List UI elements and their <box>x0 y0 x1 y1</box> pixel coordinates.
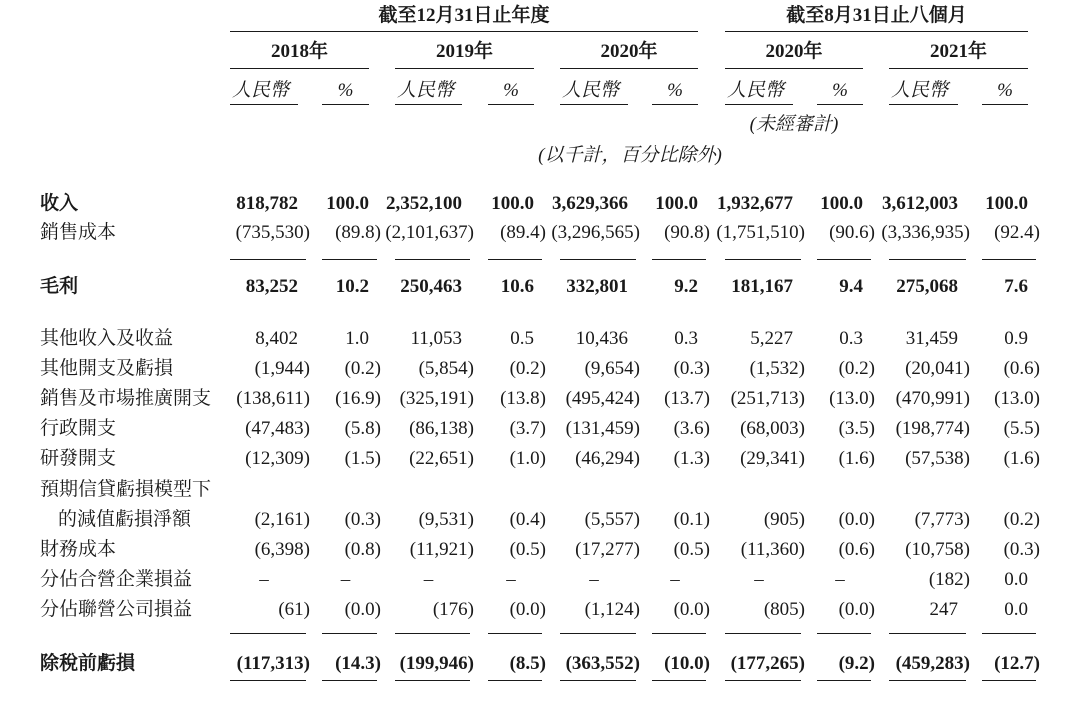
percent-cell: (1.6) <box>838 448 875 469</box>
amount-cell: 8,402 <box>255 328 298 349</box>
row-label: 財務成本 <box>40 539 117 560</box>
percent-cell: (0.3) <box>344 509 381 530</box>
year-header: 2019年 <box>435 41 493 62</box>
amount-cell: (176) <box>432 599 474 620</box>
percent-cell: (0.6) <box>1003 358 1040 379</box>
amount-cell: (20,041) <box>905 358 970 379</box>
amount-cell: 818,782 <box>236 193 298 214</box>
subtotal-rule <box>889 259 966 260</box>
row-label: 其他開支及虧損 <box>40 358 174 379</box>
column-header-underline <box>889 104 958 105</box>
percent-cell: (1.0) <box>509 448 546 469</box>
subtotal-rule <box>488 259 542 260</box>
amount-cell: – <box>589 569 599 590</box>
year-header: 2020年 <box>600 41 658 62</box>
amount-cell: 332,801 <box>566 276 628 297</box>
subtotal-rule <box>725 259 801 260</box>
percent-cell: 0.0 <box>1004 599 1028 620</box>
percent-column-header: % <box>832 80 848 101</box>
percent-cell: (5.8) <box>344 418 381 439</box>
percent-cell: (10.0) <box>664 653 710 674</box>
subtotal-rule <box>652 259 706 260</box>
percent-cell: (3.6) <box>673 418 710 439</box>
column-header-underline <box>322 104 369 105</box>
amount-cell: (10,758) <box>905 539 970 560</box>
percent-cell: (1.6) <box>1003 448 1040 469</box>
year-header: 2021年 <box>929 41 987 62</box>
percent-cell: 100.0 <box>985 193 1028 214</box>
percent-cell: 7.6 <box>1004 276 1028 297</box>
amount-cell: 275,068 <box>896 276 958 297</box>
percent-cell: – <box>506 569 516 590</box>
percent-cell: (1.5) <box>344 448 381 469</box>
total-double-rule <box>652 680 706 681</box>
column-header-underline <box>395 104 462 105</box>
amount-cell: (9,531) <box>418 509 474 530</box>
percent-cell: (13.0) <box>829 388 875 409</box>
amount-cell: (182) <box>928 569 970 590</box>
amount-cell: – <box>754 569 764 590</box>
total-rule <box>395 633 470 634</box>
percent-cell: (0.0) <box>838 509 875 530</box>
subtotal-rule <box>322 259 377 260</box>
amount-cell: 31,459 <box>905 328 958 349</box>
percent-cell: (0.2) <box>838 358 875 379</box>
column-header-underline <box>488 104 534 105</box>
percent-cell: (0.6) <box>838 539 875 560</box>
amount-cell: (11,360) <box>740 539 805 560</box>
amount-cell: (46,294) <box>575 448 640 469</box>
amount-cell: (805) <box>763 599 805 620</box>
amount-cell: (905) <box>763 509 805 530</box>
period-underline-year-end <box>230 31 698 32</box>
amount-cell: 2,352,100 <box>386 193 462 214</box>
amount-cell: (9,654) <box>584 358 640 379</box>
percent-cell: (0.8) <box>344 539 381 560</box>
percent-cell: (0.1) <box>673 509 710 530</box>
amount-cell: 1,932,677 <box>717 193 793 214</box>
total-double-rule <box>560 680 636 681</box>
amount-cell: (2,101,637) <box>385 222 474 243</box>
percent-cell: (0.0) <box>838 599 875 620</box>
percent-cell: (3.5) <box>838 418 875 439</box>
amount-cell: (470,991) <box>895 388 970 409</box>
subtotal-rule <box>817 259 871 260</box>
row-label: 毛利 <box>40 276 79 297</box>
amount-cell: (459,283) <box>895 653 970 674</box>
amount-cell: (61) <box>278 599 310 620</box>
column-header-underline <box>560 104 628 105</box>
amount-cell: 83,252 <box>245 276 298 297</box>
amount-cell: (6,398) <box>254 539 310 560</box>
total-rule <box>230 633 306 634</box>
total-rule <box>725 633 801 634</box>
amount-cell: (138,611) <box>236 388 310 409</box>
amount-cell: (3,296,565) <box>551 222 640 243</box>
percent-cell: (0.0) <box>509 599 546 620</box>
total-double-rule <box>889 680 966 681</box>
amount-cell: 3,629,366 <box>552 193 628 214</box>
percent-cell: (3.7) <box>509 418 546 439</box>
percent-cell: 10.2 <box>335 276 369 297</box>
amount-cell: (325,191) <box>399 388 474 409</box>
amount-cell: (117,313) <box>236 653 310 674</box>
amount-cell: (1,532) <box>749 358 805 379</box>
percent-cell: 9.2 <box>674 276 698 297</box>
year-header: 2018年 <box>270 41 328 62</box>
percent-cell: 0.3 <box>674 328 698 349</box>
amount-cell: (1,751,510) <box>716 222 805 243</box>
column-header-underline <box>982 104 1028 105</box>
percent-cell: (0.5) <box>673 539 710 560</box>
percent-cell: 100.0 <box>820 193 863 214</box>
amount-cell: (363,552) <box>565 653 640 674</box>
percent-cell: 100.0 <box>655 193 698 214</box>
row-label: 的減值虧損淨額 <box>58 509 192 530</box>
year-header: 2020年 <box>765 41 823 62</box>
total-rule <box>982 633 1036 634</box>
amount-cell: (177,265) <box>730 653 805 674</box>
year-underline <box>395 68 534 69</box>
percent-cell: (0.5) <box>509 539 546 560</box>
percent-cell: (1.3) <box>673 448 710 469</box>
percent-cell: (16.9) <box>335 388 381 409</box>
amount-cell: (57,538) <box>905 448 970 469</box>
percent-cell: – <box>340 569 351 590</box>
total-double-rule <box>322 680 377 681</box>
amount-cell: (1,124) <box>584 599 640 620</box>
amount-cell: (7,773) <box>914 509 970 530</box>
row-label: 研發開支 <box>40 448 117 469</box>
percent-cell: (0.3) <box>673 358 710 379</box>
subtotal-rule <box>560 259 636 260</box>
row-label: 銷售成本 <box>40 222 117 243</box>
amount-cell: (5,854) <box>418 358 474 379</box>
percent-cell: (12.7) <box>994 653 1040 674</box>
amount-cell: (22,651) <box>409 448 474 469</box>
period-header-eight-months: 截至8月31日止八個月 <box>786 5 967 26</box>
total-rule <box>322 633 377 634</box>
row-label: 其他收入及收益 <box>40 328 174 349</box>
row-label: 銷售及市場推廣開支 <box>40 388 212 409</box>
percent-cell: 1.0 <box>345 328 369 349</box>
percent-cell: 10.6 <box>500 276 534 297</box>
amount-cell: (199,946) <box>399 653 474 674</box>
amount-cell: 250,463 <box>400 276 462 297</box>
percent-cell: (0.2) <box>1003 509 1040 530</box>
total-double-rule <box>725 680 801 681</box>
percent-cell: (90.8) <box>664 222 710 243</box>
amount-cell: – <box>259 569 269 590</box>
total-double-rule <box>982 680 1036 681</box>
percent-cell: (0.2) <box>344 358 381 379</box>
percent-cell: (0.0) <box>344 599 381 620</box>
column-header-underline <box>725 104 793 105</box>
percent-cell: (89.8) <box>335 222 381 243</box>
unit-note: (以千計，百分比除外) <box>538 145 722 166</box>
percent-cell: 100.0 <box>491 193 534 214</box>
amount-cell: (2,161) <box>254 509 310 530</box>
currency-column-header: 人民幣 <box>727 80 785 101</box>
amount-cell: (12,309) <box>245 448 310 469</box>
percent-cell: 0.5 <box>510 328 534 349</box>
subtotal-rule <box>395 259 470 260</box>
percent-column-header: % <box>997 80 1013 101</box>
percent-cell: (5.5) <box>1003 418 1040 439</box>
amount-cell: (735,530) <box>235 222 310 243</box>
amount-cell: (17,277) <box>575 539 640 560</box>
unaudited-note: (未經審計) <box>749 114 839 135</box>
total-rule <box>652 633 706 634</box>
amount-cell: 10,436 <box>575 328 628 349</box>
percent-cell: (8.5) <box>509 653 546 674</box>
total-double-rule <box>395 680 470 681</box>
total-rule <box>488 633 542 634</box>
amount-cell: (131,459) <box>565 418 640 439</box>
row-label: 預期信貸虧損模型下 <box>40 479 212 500</box>
amount-cell: 247 <box>929 599 958 620</box>
amount-cell: – <box>423 569 434 590</box>
amount-cell: (495,424) <box>565 388 640 409</box>
currency-column-header: 人民幣 <box>232 80 290 101</box>
percent-column-header: % <box>503 80 519 101</box>
percent-cell: (89.4) <box>500 222 546 243</box>
total-double-rule <box>230 680 306 681</box>
column-header-underline <box>652 104 698 105</box>
row-label: 除稅前虧損 <box>40 653 136 674</box>
total-rule <box>817 633 871 634</box>
percent-column-header: % <box>667 80 683 101</box>
total-rule <box>560 633 636 634</box>
percent-cell: (92.4) <box>994 222 1040 243</box>
percent-cell: (0.4) <box>509 509 546 530</box>
percent-cell: 0.9 <box>1004 328 1028 349</box>
percent-cell: (9.2) <box>838 653 875 674</box>
subtotal-rule <box>230 259 306 260</box>
row-label: 收入 <box>40 193 79 214</box>
subtotal-rule <box>982 259 1036 260</box>
amount-cell: (68,003) <box>740 418 805 439</box>
percent-cell: – <box>835 569 845 590</box>
amount-cell: (3,336,935) <box>881 222 970 243</box>
year-underline <box>230 68 369 69</box>
period-underline-eight-months <box>725 31 1028 32</box>
currency-column-header: 人民幣 <box>891 80 949 101</box>
year-underline <box>560 68 698 69</box>
year-underline <box>725 68 863 69</box>
percent-cell: (0.2) <box>509 358 546 379</box>
row-label: 行政開支 <box>40 418 117 439</box>
amount-cell: 3,612,003 <box>882 193 958 214</box>
amount-cell: 5,227 <box>750 328 793 349</box>
period-header-year-end: 截至12月31日止年度 <box>378 5 550 26</box>
percent-cell: (13.0) <box>994 388 1040 409</box>
year-underline <box>889 68 1028 69</box>
percent-cell: 0.0 <box>1004 569 1028 590</box>
column-header-underline <box>230 104 298 105</box>
percent-cell: 100.0 <box>326 193 369 214</box>
amount-cell: (251,713) <box>730 388 805 409</box>
amount-cell: 11,053 <box>410 328 462 349</box>
percent-cell: (13.8) <box>500 388 546 409</box>
percent-cell: (90.6) <box>829 222 875 243</box>
amount-cell: (5,557) <box>584 509 640 530</box>
currency-column-header: 人民幣 <box>562 80 620 101</box>
percent-cell: (0.0) <box>673 599 710 620</box>
row-label: 分佔合營企業損益 <box>40 569 193 590</box>
total-double-rule <box>488 680 542 681</box>
percent-cell: (14.3) <box>335 653 381 674</box>
amount-cell: (11,921) <box>409 539 474 560</box>
amount-cell: 181,167 <box>731 276 793 297</box>
percent-column-header: % <box>337 80 354 101</box>
column-header-underline <box>817 104 863 105</box>
total-rule <box>889 633 966 634</box>
currency-column-header: 人民幣 <box>397 80 455 101</box>
percent-cell: (13.7) <box>664 388 710 409</box>
percent-cell: 0.3 <box>839 328 863 349</box>
percent-cell: 9.4 <box>839 276 863 297</box>
amount-cell: (198,774) <box>895 418 970 439</box>
amount-cell: (29,341) <box>740 448 805 469</box>
row-label: 分佔聯營公司損益 <box>40 599 193 620</box>
percent-cell: – <box>670 569 680 590</box>
amount-cell: (47,483) <box>245 418 310 439</box>
total-double-rule <box>817 680 871 681</box>
amount-cell: (86,138) <box>409 418 474 439</box>
percent-cell: (0.3) <box>1003 539 1040 560</box>
amount-cell: (1,944) <box>254 358 310 379</box>
